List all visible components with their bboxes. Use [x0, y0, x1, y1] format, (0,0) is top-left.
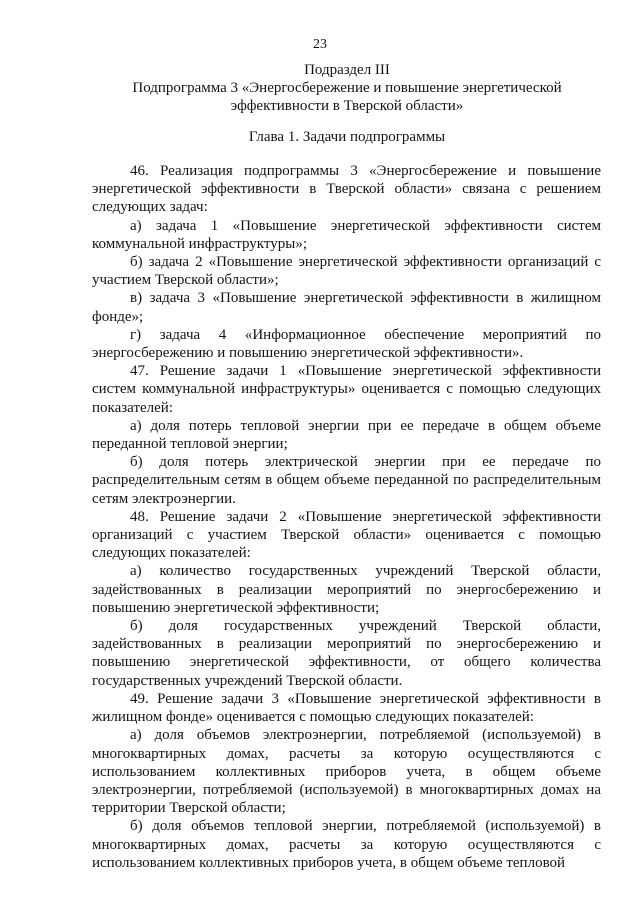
paragraph-49: 49. Решение задачи 3 «Повышение энергетической эффективности в жилищном фонде» оценивается с помощью следующих показателей: [92, 690, 601, 726]
subprogram-title-line-2: эффективности в Тверской области» [230, 98, 464, 114]
subsection-title: Подраздел III [304, 62, 390, 78]
paragraph-46: 46. Реализация подпрограммы 3 «Энергосбережение и повышение энергетической эффективности в Тверской области» связана с решением следующих задач: [92, 163, 601, 216]
section-heading [92, 61, 602, 115]
task-2-item: б) задача 2 «Повышение энергетической эффективности организаций с участием Тверской области»; [92, 254, 601, 289]
task-3-item: в) задача 3 «Повышение энергетической эффективности в жилищном фонде»; [92, 290, 601, 325]
subprogram-title-line-1: Подпрограмма 3 «Энергосбережение и повышение энергетической [132, 80, 562, 96]
indicator-47a: а) доля потерь тепловой энергии при ее передаче в общем объеме переданной тепловой энергии; [92, 417, 601, 453]
page-number: 23 [313, 37, 327, 52]
indicator-49b: б) доля объемов тепловой энергии, потребляемой (используемой) в многоквартирных домах, расчеты за которую осуществляются с использованием коллективных приборов учета, в общем объеме тепловой [92, 818, 601, 871]
task-4-item: г) задача 4 «Информационное обеспечение мероприятий по энергосбережению и повышению энергетической эффективности». [92, 326, 601, 362]
task-1-item: а) задача 1 «Повышение энергетической эффективности систем коммунальной инфраструктуры»; [92, 217, 601, 252]
paragraph-47: 47. Решение задачи 1 «Повышение энергетической эффективности систем коммунальной инфраструктуры» оценивается с помощью следующих показателей: [92, 363, 601, 416]
chapter-title: Глава 1. Задачи подпрограммы [248, 129, 446, 145]
paragraph-48: 48. Решение задачи 2 «Повышение энергетической эффективности организаций с участием Тверской области» оценивается с помощью следующих показателей: [92, 508, 601, 562]
document-body [92, 162, 601, 872]
indicator-47b: б) доля потерь электрической энергии при ее передаче по распределительным сетям в общем объеме переданной по распределительным сетям электроэнергии. [92, 454, 601, 507]
indicator-49a: а) доля объемов электроэнергии, потребляемой (используемой) в многоквартирных домах, расчеты за которую осуществляются с использованием коллективных приборов учета, в общем объеме электроэнергии, потребляемой (используемой) в многоквартирных домах на территории Тверской области; [92, 727, 601, 817]
indicator-48b: б) доля государственных учреждений Тверской области, задействованных в реализации мероприятий по энергосбережению и повышению энергетической эффективности, от общего количества государственных учреждений Тверской области. [92, 618, 601, 689]
indicator-48a: а) количество государственных учреждений Тверской области, задействованных в реализации мероприятий по энергосбережению и повышению энергетической эффективности; [92, 563, 601, 616]
